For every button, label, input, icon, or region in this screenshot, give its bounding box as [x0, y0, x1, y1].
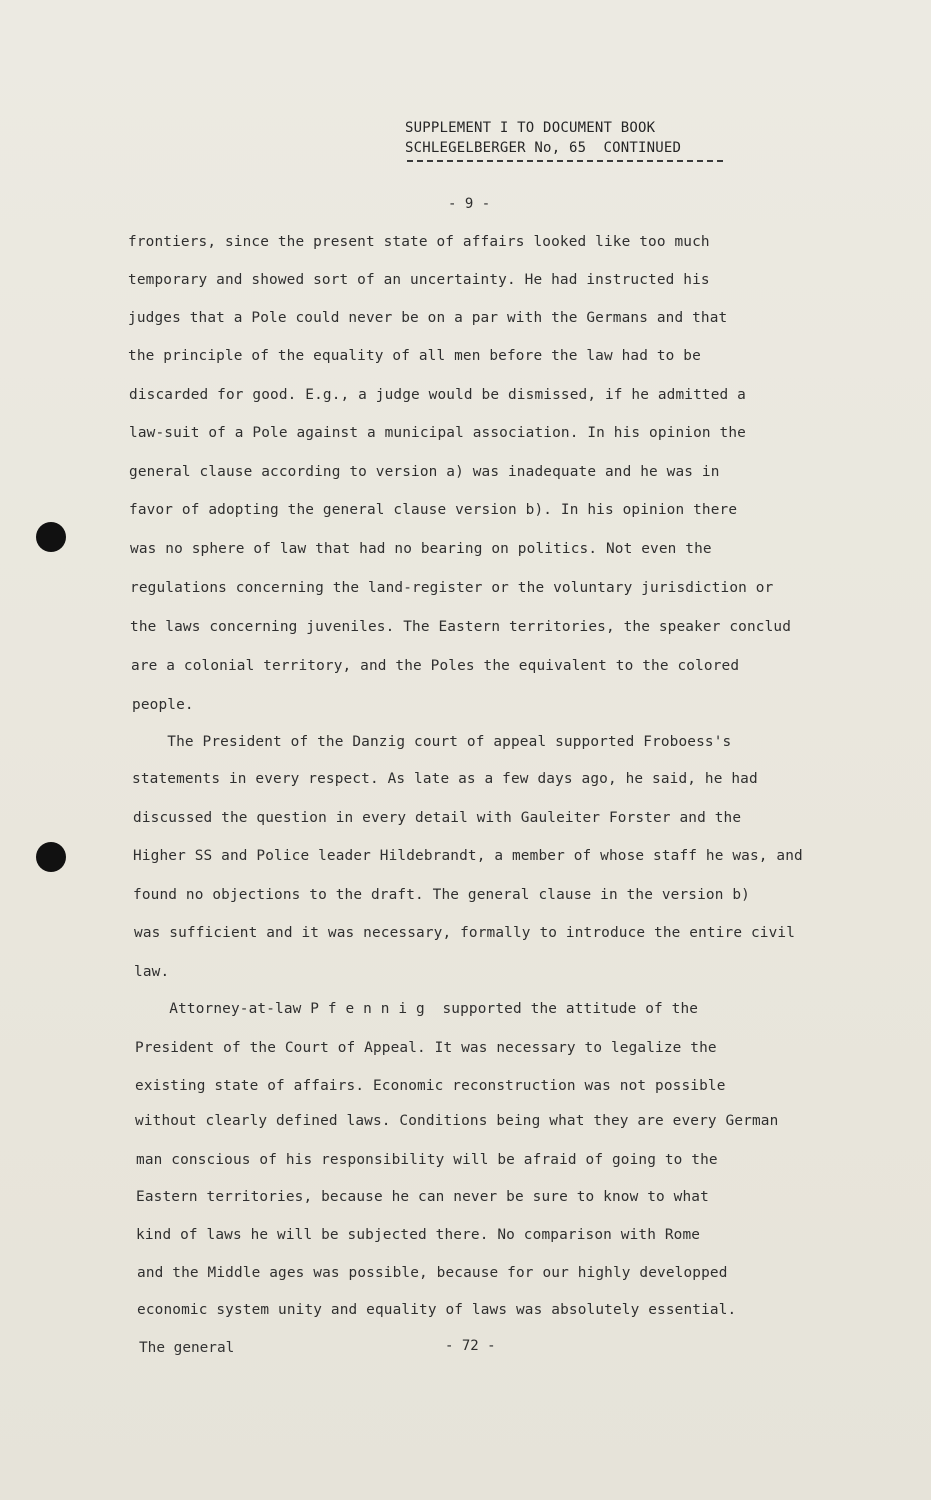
text-line: Eastern territories, because he can never be sure to know to what — [136, 1189, 709, 1205]
text-line: discarded for good. E.g., a judge would be dismissed, if he admitted a — [129, 387, 746, 403]
text-line: statements in every respect. As late as a few days ago, he said, he had — [132, 771, 758, 787]
text-line: discussed the question in every detail with Gauleiter Forster and the — [133, 810, 742, 826]
punch-hole — [36, 522, 66, 552]
document-header — [405, 118, 681, 158]
text-line: kind of laws he will be subjected there. No comparison with Rome — [136, 1227, 701, 1243]
text-line: law. — [134, 964, 170, 980]
text-line: President of the Court of Appeal. It was necessary to legalize the — [135, 1040, 717, 1056]
text-line: temporary and showed sort of an uncertainty. He had instructed his — [128, 272, 710, 288]
text-line: was no sphere of law that had no bearing on politics. Not even the — [130, 541, 712, 557]
text-line: favor of adopting the general clause version b). In his opinion there — [129, 502, 738, 518]
header-underline — [407, 160, 723, 162]
text-line: are a colonial territory, and the Poles the equivalent to the colored — [131, 658, 740, 674]
text-line: economic system unity and equality of laws was absolutely essential. — [137, 1302, 737, 1318]
text-line: man conscious of his responsibility will be afraid of going to the — [136, 1152, 718, 1168]
header-subtitle: SCHLEGELBERGER No, 65 CONTINUED — [405, 140, 682, 156]
carry-over-text: The general — [139, 1340, 235, 1356]
page-number: - 9 - — [448, 196, 491, 212]
text-line: and the Middle ages was possible, because for our highly developped — [137, 1265, 728, 1281]
text-line: The President of the Danzig court of appeal supported Froboess's — [132, 734, 732, 750]
text-line: Higher SS and Police leader Hildebrandt, a member of whose staff he was, and — [133, 848, 803, 864]
header-title: SUPPLEMENT I TO DOCUMENT BOOK — [405, 120, 656, 136]
text-line: regulations concerning the land-register or the voluntary jurisdiction or — [130, 580, 774, 596]
text-line: was sufficient and it was necessary, formally to introduce the entire civil — [134, 925, 796, 941]
text-line: people. — [132, 697, 194, 713]
text-line: found no objections to the draft. The general clause in the version b) — [133, 887, 750, 903]
punch-hole — [36, 842, 66, 872]
text-line: without clearly defined laws. Conditions being what they are every German — [135, 1113, 779, 1129]
text-line: the principle of the equality of all men before the law had to be — [128, 348, 701, 364]
text-line: general clause according to version a) was inadequate and he was in — [129, 464, 720, 480]
text-line: judges that a Pole could never be on a par with the Germans and that — [128, 310, 728, 326]
text-line: Attorney-at-law P f e n n i g supported the attitude of the — [134, 1001, 699, 1017]
text-line: law-suit of a Pole against a municipal association. In his opinion the — [129, 425, 746, 441]
text-line: frontiers, since the present state of affairs looked like too much — [128, 234, 710, 250]
footer-page-number: - 72 - — [445, 1338, 496, 1354]
text-line: existing state of affairs. Economic reconstruction was not possible — [135, 1078, 726, 1094]
text-line: the laws concerning juveniles. The Eastern territories, the speaker conclud — [130, 619, 792, 635]
